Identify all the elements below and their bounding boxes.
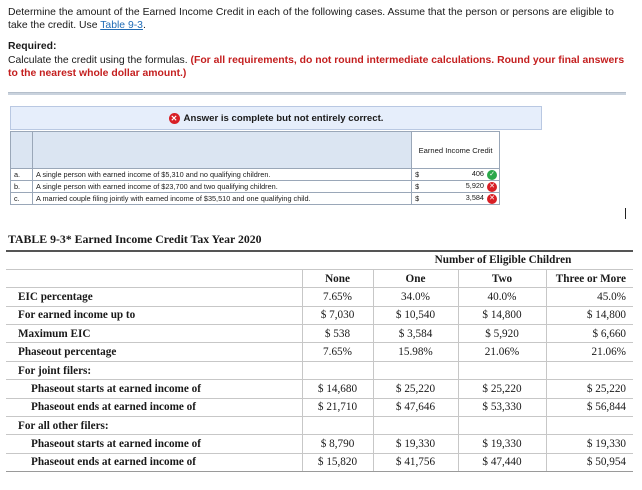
row-label: c.	[11, 193, 33, 205]
eic-row	[6, 325, 633, 343]
row-description: A single person with earned income of $23,700 and two qualifying children.	[32, 181, 411, 193]
col-two: Two	[458, 269, 546, 287]
section-divider	[8, 92, 626, 95]
eligible-children-header: Number of Eligible Children	[373, 251, 633, 269]
eic-value-cell	[302, 361, 373, 379]
required-heading: Required:	[8, 41, 57, 52]
requirement-text	[8, 54, 636, 80]
eic-column-header-row	[6, 269, 633, 287]
eic-row-label: Maximum EIC	[6, 325, 302, 343]
eic-value-cell	[458, 361, 546, 379]
answer-input[interactable]: 406	[471, 169, 484, 179]
answer-cell	[426, 181, 500, 193]
eic-value-cell: $ 25,220	[373, 380, 458, 398]
eic-value-cell: $ 7,030	[302, 306, 373, 324]
eic-row	[6, 361, 633, 379]
eic-value-cell: $ 5,920	[458, 325, 546, 343]
answer-table	[10, 131, 500, 205]
answer-row	[11, 193, 500, 205]
eic-value-cell: $ 14,800	[546, 306, 633, 324]
table-9-3-link[interactable]: Table 9-3	[100, 20, 143, 31]
eic-value-cell: $ 47,646	[373, 398, 458, 416]
currency-symbol: $	[412, 169, 426, 181]
eic-row-label: For all other filers:	[6, 417, 302, 435]
eic-value-cell: 7.65%	[302, 288, 373, 306]
eic-value-cell	[373, 417, 458, 435]
eic-value-cell: $ 538	[302, 325, 373, 343]
prompt-text: Determine the amount of the Earned Income Credit in each of the following cases. Assume that the person or persons are eligible to take the credit. Use	[8, 7, 614, 31]
eic-row	[6, 343, 633, 361]
eic-row	[6, 288, 633, 306]
col-one: One	[373, 269, 458, 287]
answer-status-banner	[10, 106, 542, 130]
eic-row	[6, 380, 633, 398]
answer-table-header	[11, 132, 500, 169]
x-icon: ✕	[487, 182, 497, 192]
x-icon: ✕	[487, 194, 497, 204]
text-cursor	[625, 208, 626, 219]
eic-value-cell: $ 14,680	[302, 380, 373, 398]
eic-row	[6, 453, 633, 471]
answer-row	[11, 169, 500, 181]
row-description: A married couple filing jointly with earned income of $35,510 and one qualifying child.	[32, 193, 411, 205]
eic-row-label: Phaseout ends at earned income of	[6, 453, 302, 471]
eic-row-label: Phaseout starts at earned income of	[6, 380, 302, 398]
eic-value-cell: $ 19,330	[458, 435, 546, 453]
eic-value-cell: $ 10,540	[373, 306, 458, 324]
x-circle-icon: ✕	[169, 113, 180, 124]
eic-row	[6, 417, 633, 435]
eic-value-cell: $ 56,844	[546, 398, 633, 416]
answer-input[interactable]: 5,920	[465, 181, 484, 191]
eic-value-cell: $ 6,660	[546, 325, 633, 343]
currency-symbol: $	[412, 193, 426, 205]
currency-symbol: $	[412, 181, 426, 193]
eic-value-cell: $ 3,584	[373, 325, 458, 343]
problem-prompt	[8, 6, 636, 32]
eic-value-cell	[302, 417, 373, 435]
eic-row-label: Phaseout starts at earned income of	[6, 435, 302, 453]
prompt-text-end: .	[142, 20, 146, 31]
eic-row-label: For earned income up to	[6, 306, 302, 324]
eic-value-cell: $ 25,220	[546, 380, 633, 398]
eic-value-cell: 40.0%	[458, 288, 546, 306]
eic-value-cell: $ 15,820	[302, 453, 373, 471]
eic-value-cell	[458, 417, 546, 435]
eic-value-cell: 21.06%	[546, 343, 633, 361]
eic-row-label: Phaseout ends at earned income of	[6, 398, 302, 416]
eic-value-cell: 21.06%	[458, 343, 546, 361]
answer-row	[11, 181, 500, 193]
eic-row-label: Phaseout percentage	[6, 343, 302, 361]
eic-value-cell: $ 19,330	[373, 435, 458, 453]
eic-value-cell: 7.65%	[302, 343, 373, 361]
answer-input[interactable]: 3,584	[465, 193, 484, 203]
eic-row	[6, 435, 633, 453]
eic-value-cell	[546, 361, 633, 379]
eic-value-cell: $ 19,330	[546, 435, 633, 453]
answer-cell	[426, 169, 500, 181]
eic-reference-table	[6, 250, 633, 472]
rounding-note: (For all requirements, do not round intermediate calculations. Round your final answers to the nearest whole dollar amount.)	[8, 55, 625, 79]
eic-value-cell: $ 21,710	[302, 398, 373, 416]
eic-value-cell: $ 8,790	[302, 435, 373, 453]
answer-status-text: Answer is complete but not entirely correct.	[183, 112, 384, 124]
col-none: None	[302, 269, 373, 287]
row-label: a.	[11, 169, 33, 181]
row-description: A single person with earned income of $5,310 and no qualifying children.	[32, 169, 411, 181]
eic-value-cell: $ 41,756	[373, 453, 458, 471]
eic-value-cell: $ 25,220	[458, 380, 546, 398]
eic-value-cell: $ 47,440	[458, 453, 546, 471]
eic-value-cell	[546, 417, 633, 435]
row-label: b.	[11, 181, 33, 193]
eic-value-cell: $ 14,800	[458, 306, 546, 324]
col-three-or-more: Three or More	[546, 269, 633, 287]
eic-value-cell	[373, 361, 458, 379]
eic-value-cell: 45.0%	[546, 288, 633, 306]
check-icon: ✓	[487, 170, 497, 180]
requirement-instruction: Calculate the credit using the formulas.	[8, 55, 188, 66]
eic-row-label: For joint filers:	[6, 361, 302, 379]
eic-row	[6, 306, 633, 324]
eic-row	[6, 398, 633, 416]
eic-value-cell: $ 53,330	[458, 398, 546, 416]
answer-cell	[426, 193, 500, 205]
earned-income-credit-header: Earned Income Credit	[412, 132, 500, 169]
eic-value-cell: 15.98%	[373, 343, 458, 361]
eic-table-title: TABLE 9-3* Earned Income Credit Tax Year 2020	[8, 232, 262, 246]
eic-value-cell: $ 50,954	[546, 453, 633, 471]
eic-row-label: EIC percentage	[6, 288, 302, 306]
eic-group-header-row	[6, 251, 633, 269]
eic-value-cell: 34.0%	[373, 288, 458, 306]
